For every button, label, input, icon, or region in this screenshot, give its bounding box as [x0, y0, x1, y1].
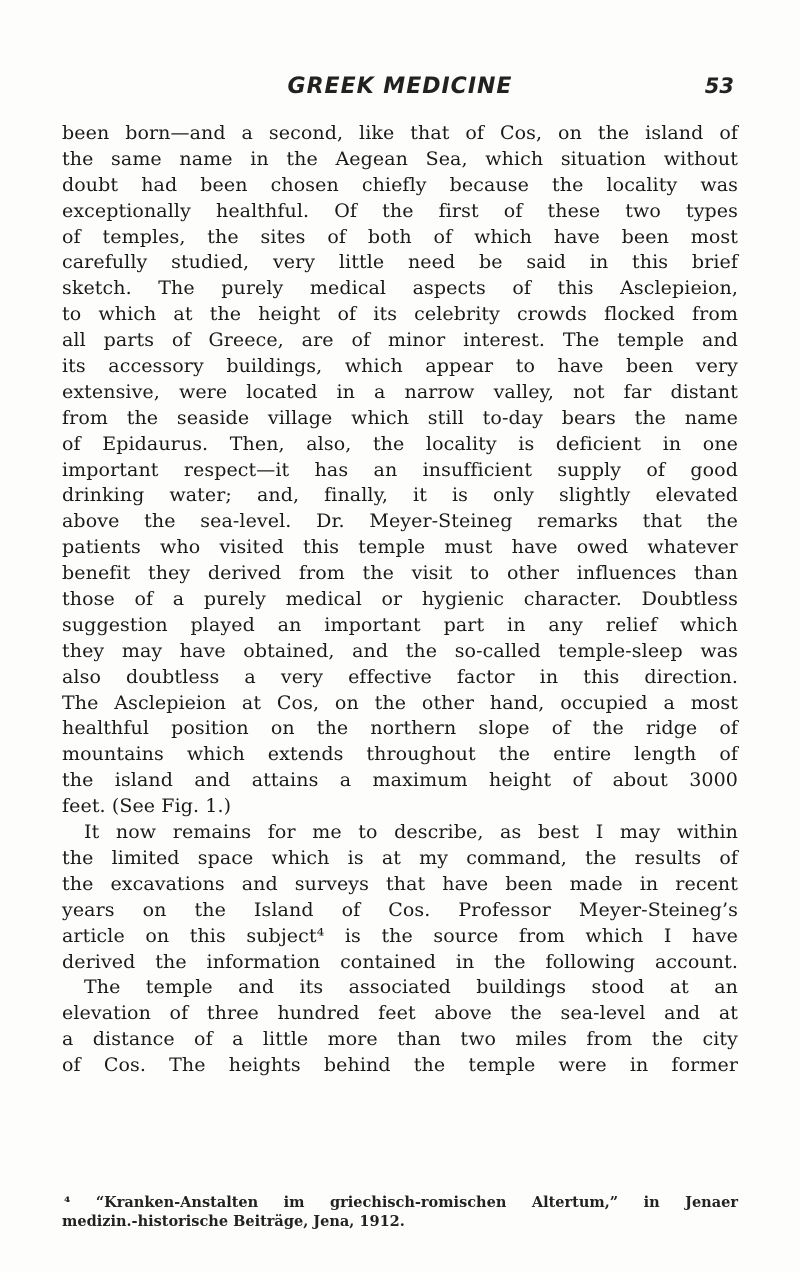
text-line: The Asclepieion at Cos, on the other hand, occupied a most: [62, 691, 738, 714]
text-line: the same name in the Aegean Sea, which situation without: [62, 147, 738, 170]
page-number: 53: [704, 74, 734, 98]
text-line: mountains which extends throughout the entire length of: [62, 743, 738, 766]
text-line: the limited space which is at my command, the results of: [62, 846, 738, 869]
text-line: all parts of Greece, are of minor interest. The temple and: [62, 329, 738, 352]
text-line: from the seaside village which still to-day bears the name: [62, 406, 738, 429]
text-line: the island and attains a maximum height of about 3000: [62, 769, 738, 792]
text-line: years on the Island of Cos. Professor Meyer-Steineg’s: [62, 898, 738, 921]
running-head: [60, 74, 740, 104]
text-line: been born—and a second, like that of Cos, on the island of: [62, 122, 738, 144]
running-title: GREEK MEDICINE: [287, 74, 513, 99]
text-line: The temple and its associated buildings stood at an: [84, 976, 738, 999]
footnote-line: medizin.-historische Beiträge, Jena, 1912.: [62, 1213, 405, 1230]
text-line: healthful position on the northern slope of the ridge of: [62, 717, 738, 740]
text-line: It now remains for me to describe, as best I may within: [84, 821, 738, 844]
text-line: derived the information contained in the following account.: [62, 950, 738, 973]
text-line: carefully studied, very little need be said in this brief: [62, 251, 738, 274]
text-line: sketch. The purely medical aspects of this Asclepieion,: [62, 277, 738, 300]
text-line: of Epidaurus. Then, also, the locality is deficient in one: [62, 432, 738, 455]
body-text: [62, 121, 738, 1079]
text-line: of Cos. The heights behind the temple were in former: [62, 1054, 738, 1077]
text-line: extensive, were located in a narrow valley, not far distant: [62, 380, 738, 403]
text-line: a distance of a little more than two miles from the city: [62, 1028, 738, 1051]
text-line: benefit they derived from the visit to other influences than: [62, 562, 738, 585]
text-line: patients who visited this temple must have owed whatever: [62, 536, 738, 559]
text-line: exceptionally healthful. Of the first of these two types: [62, 199, 738, 222]
footnote-line: ⁴ “Kranken-Anstalten im griechisch-romischen Altertum,” in Jenaer: [64, 1194, 738, 1211]
text-line: those of a purely medical or hygienic character. Doubtless: [62, 588, 738, 611]
text-line: drinking water; and, finally, it is only slightly elevated: [62, 484, 738, 507]
text-line: suggestion played an important part in any relief which: [62, 613, 738, 636]
text-line: elevation of three hundred feet above the sea-level and at: [62, 1002, 738, 1025]
text-line: above the sea-level. Dr. Meyer-Steineg remarks that the: [62, 510, 738, 533]
footnote: [62, 1193, 738, 1231]
text-line: they may have obtained, and the so-called temple-sleep was: [62, 639, 738, 662]
text-line: its accessory buildings, which appear to have been very: [62, 355, 738, 378]
text-line: important respect—it has an insufficient supply of good: [62, 458, 738, 481]
text-line: feet. (See Fig. 1.): [62, 795, 232, 818]
text-line: article on this subject⁴ is the source from which I have: [62, 924, 738, 947]
text-line: of temples, the sites of both of which have been most: [62, 225, 738, 248]
text-line: to which at the height of its celebrity crowds flocked from: [62, 303, 738, 326]
text-line: the excavations and surveys that have been made in recent: [62, 872, 738, 895]
text-line: doubt had been chosen chiefly because the locality was: [62, 173, 738, 196]
text-line: also doubtless a very effective factor in this direction.: [62, 665, 738, 688]
